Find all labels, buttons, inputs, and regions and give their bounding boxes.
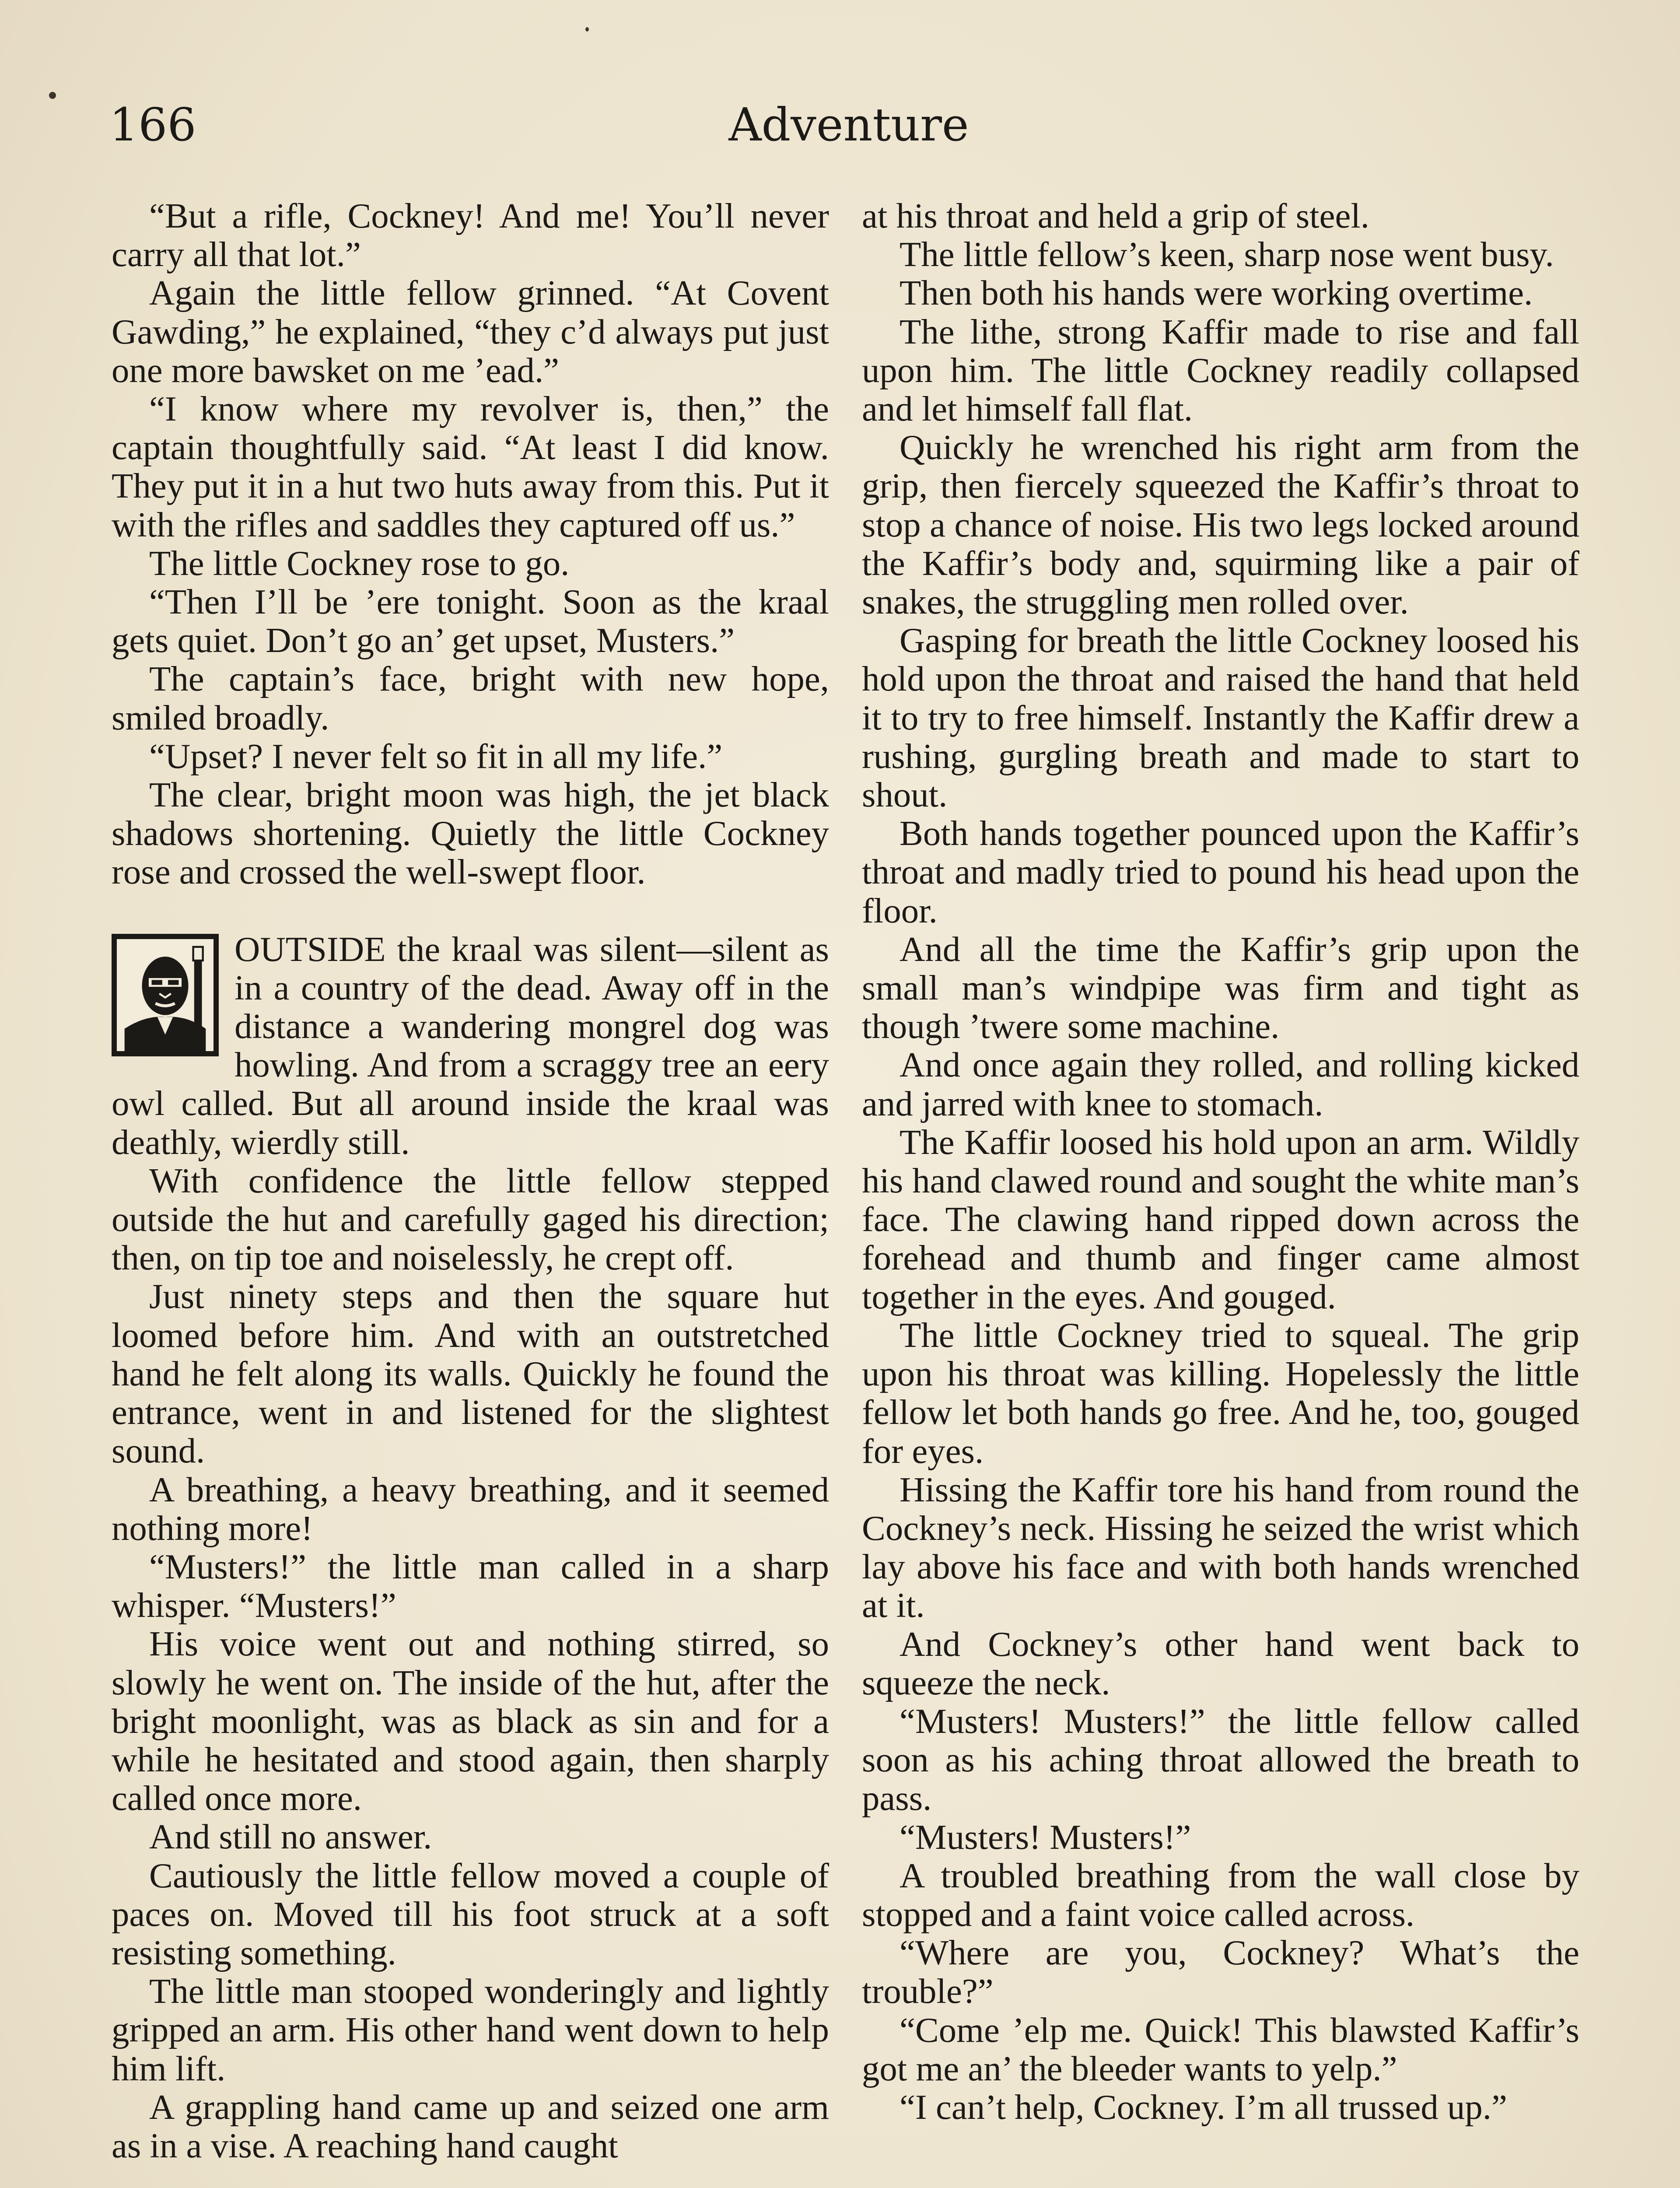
paragraph: The little man stooped wonderingly and lightly gripped an arm. His other hand went down to help him lift.	[112, 1972, 829, 2088]
paragraph: A breathing, a heavy breathing, and it seemed nothing more!	[112, 1470, 829, 1548]
paragraph: And Cockney’s other hand went back to squeeze the neck.	[862, 1624, 1579, 1702]
paragraph: Quickly he wrenched his right arm from the grip, then fiercely squeezed the Kaffir’s throat to stop a chance of noise. His two legs locked around the Kaffir’s body and, squirming like a pair of snakes, the struggling men rolled over.	[862, 428, 1579, 622]
page-header	[109, 92, 1588, 158]
paragraph: The lithe, strong Kaffir made to rise and fall upon him. The little Cockney readily collapsed and let himself fall flat.	[862, 312, 1579, 429]
paragraph: And once again they rolled, and rolling kicked and jarred with knee to stomach.	[862, 1045, 1579, 1123]
paragraph: The little Cockney tried to squeal. The grip upon his throat was killing. Hopelessly the little fellow let both hands go free. And he, too, gouged for eyes.	[862, 1315, 1579, 1471]
paragraph: Hissing the Kaffir tore his hand from round the Cockney’s neck. Hissing he seized the wrist which lay above his face and with both hands wrenched at it.	[862, 1470, 1579, 1625]
continued-paragraph: at his throat and held a grip of steel.	[862, 196, 1369, 235]
paragraph: Just ninety steps and then the square hut loomed before him. And with an outstretched hand he felt along its walls. Quickly he found the entrance, went in and listened for the slightest sound.	[112, 1277, 829, 1471]
paragraph: And all the time the Kaffir’s grip upon the small man’s windpipe was firm and tight as though ’twere some machine.	[862, 929, 1579, 1046]
page-number: 166	[109, 98, 196, 151]
paragraph: The Kaffir loosed his hold upon an arm. Wildly his hand clawed round and sought the white man’s face. The clawing hand ripped down across the forehead and thumb and finger came almost together in the eyes. And gouged.	[862, 1122, 1579, 1316]
paragraph: “I know where my revolver is, then,” the captain thoughtfully said. “At least I did know. They put it in a hut two huts away from this. Put it with the rifles and saddles they captured off us.”	[112, 389, 829, 544]
paragraph: “Where are you, Cockney? What’s the trouble?”	[862, 1933, 1579, 2011]
paragraph: “Musters! Musters!” the little fellow called soon as his aching throat allowed the breath to pass.	[862, 1701, 1579, 1818]
paragraph: A grappling hand came up and seized one arm as in a vise. A reaching hand caught	[112, 2087, 829, 2165]
paragraph: “But a rifle, Cockney! And me! You’ll never carry all that lot.”	[112, 196, 829, 274]
paragraph: Cautiously the little fellow moved a couple of paces on. Moved till his foot struck at a soft resisting something.	[112, 1856, 829, 1972]
section-break	[112, 892, 829, 930]
left-column	[112, 197, 829, 2165]
section-opening	[112, 930, 829, 1162]
paragraph: A troubled breathing from the wall close by stopped and a faint voice called across.	[862, 1856, 1579, 1934]
ink-speck	[49, 92, 56, 99]
paragraph: And still no answer.	[149, 1817, 432, 1857]
paragraph: The captain’s face, bright with new hope, smiled broadly.	[112, 659, 829, 737]
running-title: Adventure	[728, 98, 969, 151]
paragraph: “I can’t help, Cockney. I’m all trussed up.”	[900, 2087, 1507, 2127]
paragraph: “Come ’elp me. Quick! This blawsted Kaffir’s got me an’ the bleeder wants to yelp.”	[862, 2010, 1579, 2088]
paragraph: The little Cockney rose to go.	[149, 543, 570, 583]
paragraph: Both hands together pounced upon the Kaffir’s throat and madly tried to pound his head upon the floor.	[862, 814, 1579, 930]
paragraph: With confidence the little fellow stepped outside the hut and carefully gaged his direction; then, on tip toe and noiselessly, he crept off.	[112, 1161, 829, 1278]
paragraph: “Upset? I never felt so fit in all my life.”	[149, 736, 723, 776]
paragraph: “Musters! Musters!”	[900, 1817, 1191, 1857]
paragraph: “Musters!” the little man called in a sharp whisper. “Musters!”	[112, 1547, 829, 1625]
man-portrait-icon	[112, 934, 219, 1056]
right-column	[862, 197, 1579, 2127]
paragraph: Then both his hands were working overtime.	[900, 274, 1533, 313]
paragraph: “Then I’ll be ’ere tonight. Soon as the kraal gets quiet. Don’t go an’ get upset, Musters.”	[112, 582, 829, 660]
paragraph: His voice went out and nothing stirred, so slowly he went on. The inside of the hut, after the bright moonlight, was as black as sin and for a while he hesitated and stood again, then sharply called once more.	[112, 1624, 829, 1818]
paragraph: Again the little fellow grinned. “At Covent Gawding,” he explained, “they c’d always put just one more bawsket on me ’ead.”	[112, 274, 829, 390]
ink-speck	[585, 27, 589, 32]
section-opening-paragraph: OUTSIDE the kraal was silent—silent as in a country of the dead. Away off in the distance a wandering mongrel dog was howling. And from a scraggy tree an eery owl called. But all around inside the kraal was deathly, wierdly still.	[112, 929, 829, 1162]
paragraph: The clear, bright moon was high, the jet black shadows shortening. Quietly the little Cockney rose and crossed the well-swept floor.	[112, 775, 829, 892]
paragraph: Gasping for breath the little Cockney loosed his hold upon the throat and raised the hand that held it to try to free himself. Instantly the Kaffir drew a rushing, gurgling breath and made to start to shout.	[862, 621, 1579, 815]
paragraph: The little fellow’s keen, sharp nose went busy.	[900, 235, 1554, 274]
